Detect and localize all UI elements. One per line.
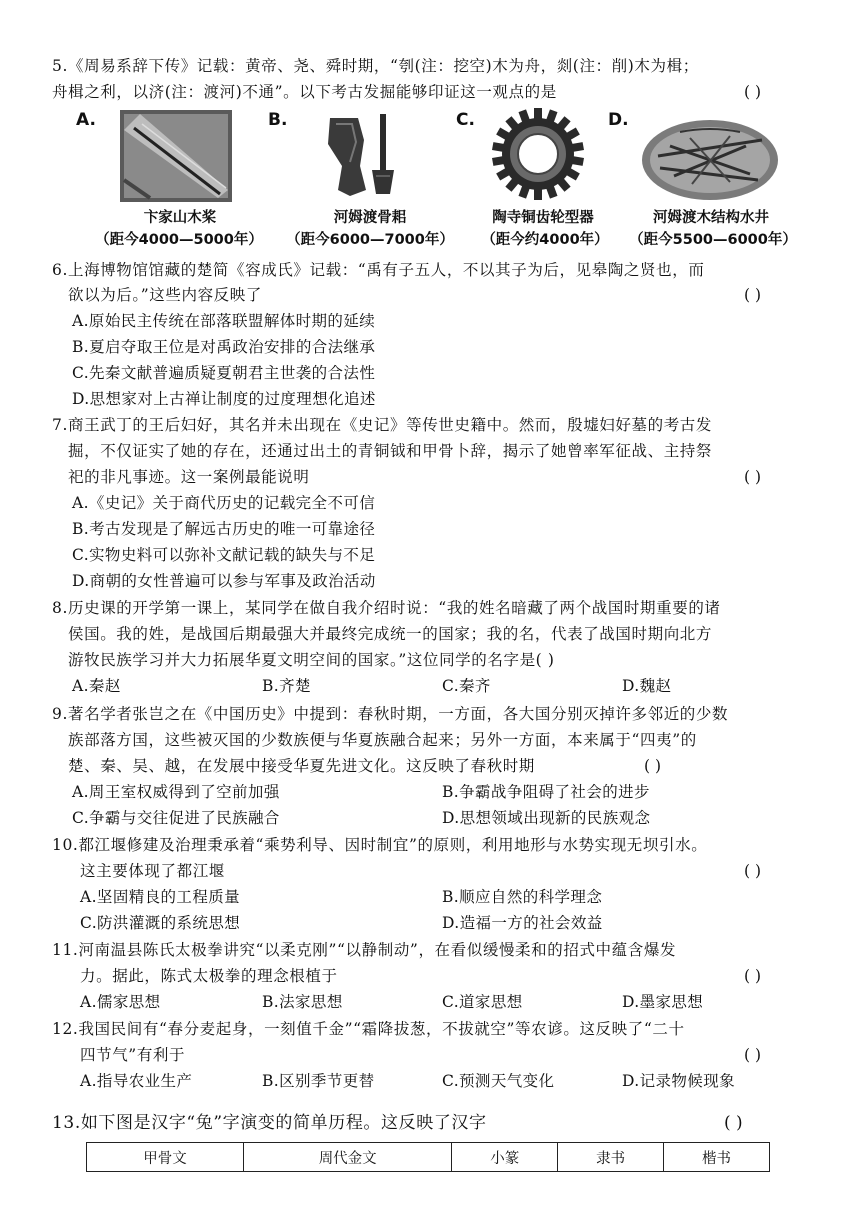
character-evolution-table: [86, 1142, 770, 1172]
q12-answer-paren: ( ): [744, 1046, 762, 1064]
q10-line1: 10.都江堰修建及治理秉承着“乘势利导、因时制宜”的原则，利用地形与水势实现无坝引水。: [52, 836, 708, 854]
q10-option-a[interactable]: A.坚固精良的工程质量: [80, 888, 241, 906]
q5-img-a-letter: A.: [76, 110, 96, 130]
q11-option-d[interactable]: D.墨家思想: [622, 993, 704, 1011]
q12-option-d[interactable]: D.记录物候现象: [622, 1072, 736, 1090]
q5-img-c-name: 陶寺铜齿轮型器: [492, 210, 594, 226]
q7-option-a[interactable]: A.《史记》关于商代历史的记载完全不可信: [72, 494, 376, 512]
q12-option-c[interactable]: C.预测天气变化: [442, 1072, 555, 1090]
q6-option-d[interactable]: D.思想家对上古禅让制度的过度理想化追述: [72, 390, 376, 408]
q7-option-d[interactable]: D.商朝的女性普遍可以参与军事及政治活动: [72, 572, 376, 590]
q11-line2: 力。据此，陈式太极拳的理念根植于: [80, 967, 338, 985]
q12-option-a[interactable]: A.指导农业生产: [80, 1072, 193, 1090]
q7-line2: 掘，不仅证实了她的存在，还通过出土的青铜钺和甲骨卜辞，揭示了她曾率军征战、主持祭: [68, 442, 713, 460]
q8-option-c[interactable]: C.秦齐: [442, 677, 491, 695]
q7-answer-paren: ( ): [744, 468, 762, 486]
q10-option-b[interactable]: B.顺应自然的科学理念: [442, 888, 603, 906]
q12-option-b[interactable]: B.区别季节更替: [262, 1072, 375, 1090]
wooden-well-image: [640, 116, 780, 206]
q5-img-c-date: （距今约4000年）: [481, 232, 609, 248]
q7-line3: 祀的非凡事迹。这一案例最能说明: [68, 468, 310, 486]
q5-answer-paren: ( ): [744, 83, 762, 101]
q11-option-b[interactable]: B.法家思想: [262, 993, 343, 1011]
bone-spade-image: [320, 110, 410, 206]
q8-option-b[interactable]: B.齐楚: [262, 677, 311, 695]
q11-answer-paren: ( ): [744, 967, 762, 985]
q5-img-b-letter: B.: [268, 110, 288, 130]
q10-answer-paren: ( ): [744, 862, 762, 880]
q10-option-c[interactable]: C.防洪灌溉的系统思想: [80, 914, 241, 932]
q5-img-c-letter: C.: [456, 110, 475, 130]
q6-line1: 6.上海博物馆馆藏的楚简《容成氏》记载：“禹有子五人，不以其子为后，见皋陶之贤也，而: [52, 261, 705, 279]
q8-line1: 8.历史课的开学第一课上，某同学在做自我介绍时说：“我的姓名暗藏了两个战国时期重要的诸: [52, 599, 721, 617]
q9-option-b[interactable]: B.争霸战争阻碍了社会的进步: [442, 783, 650, 801]
q6-line2: 欲以为后。”这些内容反映了: [68, 286, 262, 304]
q9-line1: 9.著名学者张岂之在《中国历史》中提到：春秋时期，一方面，各大国分别灭掉许多邻近的少数: [52, 705, 729, 723]
q5-img-a-date: （距今4000—5000年）: [95, 232, 263, 248]
q11-line1: 11.河南温县陈氏太极拳讲究“以柔克刚”“以静制动”，在看似缓慢柔和的招式中蕴含爆发: [52, 941, 677, 959]
q7-line1: 7.商王武丁的王后妇好，其名并未出现在《史记》等传世史籍中。然而，殷墟妇好墓的考古发: [52, 416, 712, 434]
q9-option-d[interactable]: D.思想领域出现新的民族观念: [442, 809, 651, 827]
q10-option-d[interactable]: D.造福一方的社会效益: [442, 914, 603, 932]
q7-option-b[interactable]: B.考古发现是了解远古历史的唯一可靠途径: [72, 520, 376, 538]
q9-option-a[interactable]: A.周王室权威得到了空前加强: [72, 783, 280, 801]
q5-img-b-date: （距今6000—7000年）: [286, 232, 454, 248]
q5-img-d-name: 河姆渡木结构水井: [653, 210, 769, 226]
q7-option-c[interactable]: C.实物史料可以弥补文献记载的缺失与不足: [72, 546, 376, 564]
table-row: [87, 1143, 770, 1172]
q10-line2: 这主要体现了都江堰: [80, 862, 225, 880]
table-cell-oracle: 甲骨文: [87, 1143, 244, 1172]
q11-option-c[interactable]: C.道家思想: [442, 993, 523, 1011]
q11-option-a[interactable]: A.儒家思想: [80, 993, 161, 1011]
q8-option-d[interactable]: D.魏赵: [622, 677, 672, 695]
q8-option-a[interactable]: A.秦赵: [72, 677, 121, 695]
q13-line1: 13.如下图是汉字“兔”字演变的简单历程。这反映了汉字: [52, 1113, 487, 1133]
table-cell-clerical: 隶书: [558, 1143, 664, 1172]
wooden-paddle-image: [120, 110, 232, 206]
bronze-gear-image: [490, 106, 586, 206]
q5-line2: 舟楫之利，以济(注：渡河)不通”。以下考古发掘能够印证这一观点的是: [52, 83, 557, 101]
table-cell-small-seal: 小篆: [452, 1143, 558, 1172]
q5-line1: 5.《周易系辞下传》记载：黄帝、尧、舜时期，“刳(注：挖空)木为舟，剡(注：削)木为楫；: [52, 57, 699, 75]
q6-option-b[interactable]: B.夏启夺取王位是对禹政治安排的合法继承: [72, 338, 376, 356]
q9-option-c[interactable]: C.争霸与交往促进了民族融合: [72, 809, 280, 827]
q6-option-a[interactable]: A.原始民主传统在部落联盟解体时期的延续: [72, 312, 376, 330]
q9-answer-paren: ( ): [644, 757, 662, 775]
q5-img-a-name: 卞家山木桨: [143, 210, 217, 226]
q12-line1: 12.我国民间有“春分麦起身，一刻值千金”“霜降拔葱，不拔就空”等农谚。这反映了“二十: [52, 1020, 685, 1038]
q8-line2: 侯国。我的姓，是战国后期最强大并最终完成统一的国家；我的名，代表了战国时期向北方: [68, 625, 713, 643]
q13-answer-paren: ( ): [724, 1113, 743, 1133]
q6-option-c[interactable]: C.先秦文献普遍质疑夏朝君主世袭的合法性: [72, 364, 376, 382]
table-cell-regular: 楷书: [664, 1143, 770, 1172]
q5-img-d-letter: D.: [608, 110, 629, 130]
q9-line2: 族部落方国，这些被灭国的少数族便与华夏族融合起来；另外一方面，本来属于“四夷”的: [68, 731, 697, 749]
q5-img-b-name: 河姆渡骨耜: [333, 210, 407, 226]
q8-line3: 游牧民族学习并大力拓展华夏文明空间的国家。”这位同学的名字是( ): [68, 651, 555, 669]
q6-answer-paren: ( ): [744, 286, 762, 304]
table-cell-bronze: 周代金文: [244, 1143, 452, 1172]
q9-line3: 楚、秦、吴、越，在发展中接受华夏先进文化。这反映了春秋时期: [68, 757, 535, 775]
q5-img-d-date: （距今5500—6000年）: [629, 232, 797, 248]
q12-line2: 四节气”有利于: [80, 1046, 186, 1064]
